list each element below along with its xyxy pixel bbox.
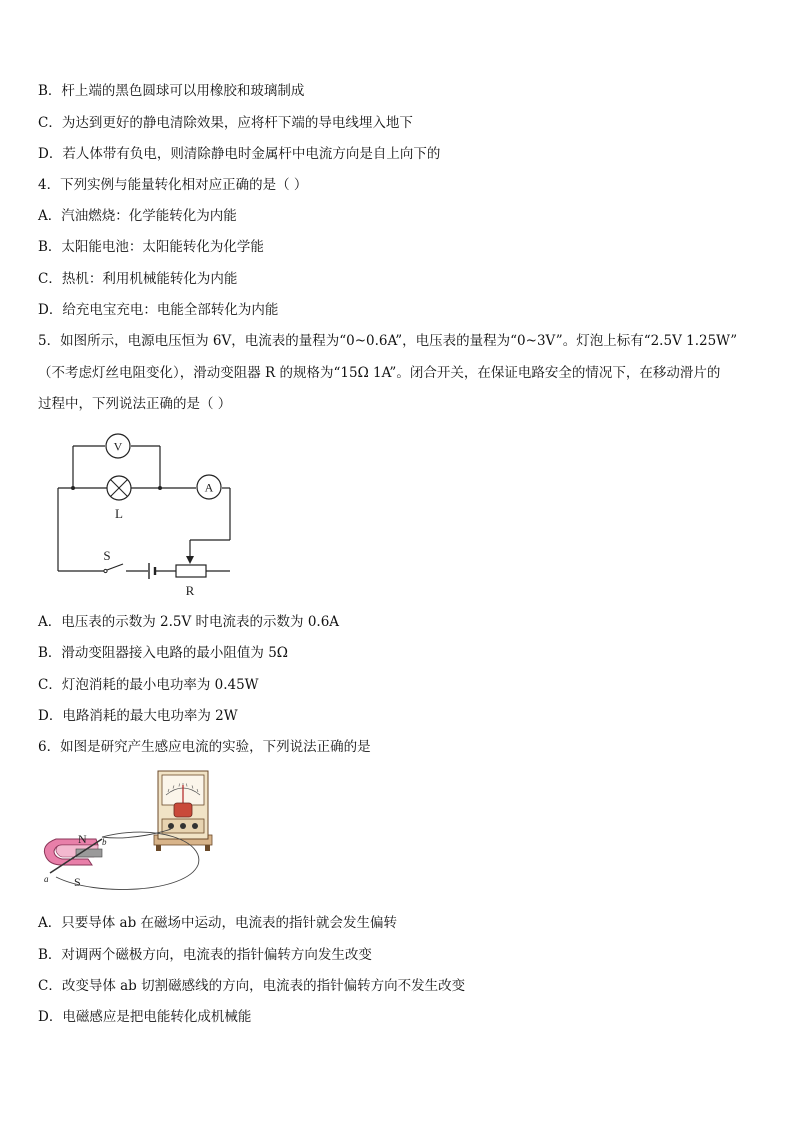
circuit-diagram: [50, 428, 250, 600]
switch-contact-icon: [104, 569, 107, 572]
galvanometer-icon: [154, 771, 212, 851]
q3-option-d: D．若人体带有负电，则清除静电时金属杆中电流方向是自上向下的: [38, 146, 441, 162]
q5-option-a: A．电压表的示数为 2.5V 时电流表的示数为 0.6A: [38, 614, 340, 630]
switch-label: S: [103, 548, 111, 563]
q6-option-d: D．电磁感应是把电能转化成机械能: [38, 1009, 252, 1025]
q5-stem-line3: 过程中，下列说法正确的是（ ）: [38, 396, 232, 412]
q5-option-c: C．灯泡消耗的最小电功率为 0.45W: [38, 677, 259, 693]
q4-option-b: B．太阳能电池：太阳能转化为化学能: [38, 239, 264, 255]
rheostat-label: R: [185, 583, 195, 598]
lamp-icon: [107, 476, 131, 500]
conductor-end-b-label: b: [102, 837, 107, 847]
q5-stem-line1: 5．如图所示，电源电压恒为 6V，电流表的量程为“0~0.6A”，电压表的量程为“0~3V”。灯泡上标有“2.5V 1.25W”: [38, 333, 738, 349]
q5-stem-line2: （不考虑灯丝电阻变化），滑动变阻器 R 的规格为“15Ω 1A”。闭合开关，在保证电路安全的情况下，在移动滑片的: [38, 365, 721, 381]
q4-option-a: A．汽油燃烧：化学能转化为内能: [38, 208, 237, 224]
svg-text:V: V: [113, 439, 123, 454]
q6-stem: 6．如图是研究产生感应电流的实验，下列说法正确的是: [38, 739, 371, 755]
lamp-label: L: [115, 506, 123, 521]
q3-option-c: C．为达到更好的静电清除效果，应将杆下端的导电线埋入地下: [38, 115, 413, 131]
q4-option-d: D．给充电宝充电：电能全部转化为内能: [38, 302, 279, 318]
q3-option-b: B．杆上端的黑色圆球可以用橡胶和玻璃制成: [38, 83, 305, 99]
q6-option-c: C．改变导体 ab 切割磁感线的方向，电流表的指针偏转方向不发生改变: [38, 978, 466, 994]
magnet-south-label: S: [74, 875, 81, 889]
q6-option-b: B．对调两个磁极方向，电流表的指针偏转方向发生改变: [38, 947, 372, 963]
ammeter-icon: [197, 475, 221, 499]
horseshoe-magnet-icon: [44, 839, 102, 865]
voltmeter-icon: [106, 434, 130, 458]
induction-experiment-figure: [36, 765, 236, 905]
conductor-end-a-label: a: [44, 874, 49, 884]
svg-text:A: A: [204, 480, 214, 495]
q6-option-a: A．只要导体 ab 在磁场中运动，电流表的指针就会发生偏转: [38, 915, 398, 931]
q4-stem: 4．下列实例与能量转化相对应正确的是（ ）: [38, 177, 308, 193]
junction-dot: [71, 486, 75, 490]
q4-option-c: C．热机：利用机械能转化为内能: [38, 271, 238, 287]
slider-arrow-icon: [186, 556, 194, 564]
q5-option-d: D．电路消耗的最大电功率为 2W: [38, 708, 238, 724]
junction-dot: [158, 486, 162, 490]
magnet-north-label: N: [78, 832, 87, 846]
q5-option-b: B．滑动变阻器接入电路的最小阻值为 5Ω: [38, 645, 288, 661]
